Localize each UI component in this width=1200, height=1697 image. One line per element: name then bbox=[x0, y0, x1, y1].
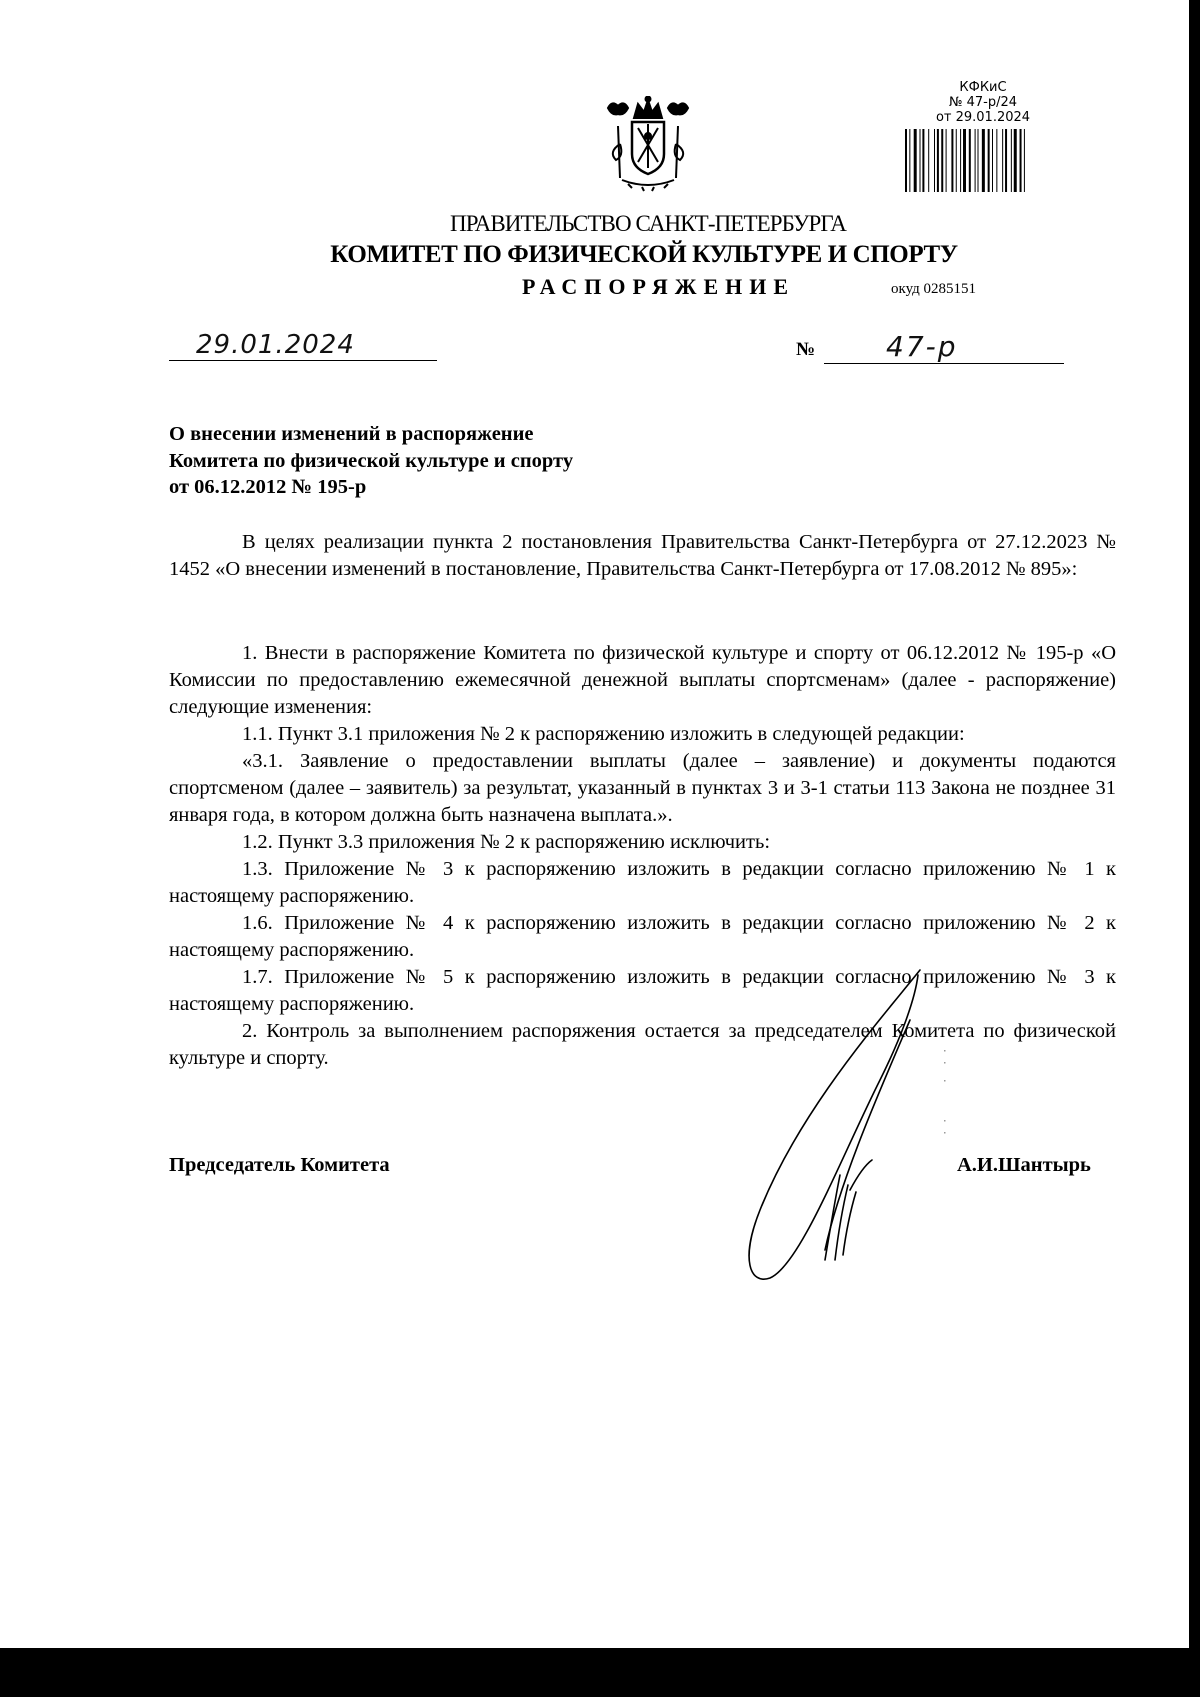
scan-edge-right bbox=[1189, 0, 1200, 1697]
government-title: ПРАВИТЕЛЬСТВО САНКТ-ПЕТЕРБУРГА bbox=[449, 211, 847, 236]
preamble: В целях реализации пункта 2 постановления Правительства Санкт-Петербурга от 27.12.2023 № 1452 «О внесении изменений в постановление, Правительства Санкт-Петербурга от 17.08.2012 № 895»: bbox=[169, 531, 1116, 580]
order-items bbox=[169, 640, 1116, 1072]
order-item: 1.1. Пункт 3.1 приложения № 2 к распоряжению изложить в следующей редакции: bbox=[242, 723, 965, 745]
scan-edge-bottom bbox=[0, 1648, 1200, 1697]
stamp-number: № 47-р/24 bbox=[948, 95, 1018, 110]
order-item: 1. Внести в распоряжение Комитета по физической культуре и спорту от 06.12.2012 № 195-р «О Комиссии по предоставлению ежемесячной денежной выплаты спортсменам» (далее - распоряжение) следующие изменения: bbox=[169, 642, 1116, 718]
document-subject bbox=[169, 421, 573, 501]
order-item: 1.2. Пункт 3.3 приложения № 2 к распоряжению исключить: bbox=[242, 831, 771, 853]
barcode bbox=[905, 129, 1061, 192]
order-item: 1.6. Приложение № 4 к распоряжению изложить в редакции согласно приложению № 2 к настоящему распоряжению. bbox=[169, 912, 1116, 961]
registration-stamp bbox=[906, 80, 1060, 125]
scan-specks bbox=[940, 1050, 950, 1200]
stamp-date: от 29.01.2024 bbox=[935, 110, 1031, 125]
order-item: «3.1. Заявление о предоставлении выплаты (далее – заявление) и документы подаются спортсменом (далее – заявитель) за результат, указанный в пунктах 3 и 3-1 статьи 113 Закона не позднее 31 января года, в котором должна быть назначена выплата.». bbox=[169, 750, 1116, 826]
order-item: 1.3. Приложение № 3 к распоряжению изложить в редакции согласно приложению № 1 к настоящему распоряжению. bbox=[169, 858, 1116, 907]
number-underline bbox=[824, 363, 1064, 364]
signer-title: Председатель Комитета bbox=[169, 1154, 390, 1176]
subject-line: Комитета по физической культуре и спорту bbox=[169, 449, 574, 472]
document-type: РАСПОРЯЖЕНИЕ bbox=[522, 274, 796, 299]
stamp-org: КФКиС bbox=[959, 80, 1007, 95]
order-item: 2. Контроль за выполнением распоряжения остается за председателем Комитета по физической культуре и спорту. bbox=[169, 1020, 1116, 1069]
subject-line: от 06.12.2012 № 195-р bbox=[169, 476, 367, 498]
handwritten-signature bbox=[730, 960, 970, 1290]
date-underline bbox=[169, 360, 437, 361]
preamble-block bbox=[169, 529, 1116, 583]
handwritten-date: 29.01.2024 bbox=[196, 330, 355, 360]
okud-code: окуд 0285151 bbox=[891, 281, 977, 297]
number-label: № bbox=[796, 339, 816, 360]
coat-of-arms-emblem bbox=[598, 96, 698, 192]
handwritten-number: 47-р bbox=[886, 330, 958, 363]
committee-title: КОМИТЕТ ПО ФИЗИЧЕСКОЙ КУЛЬТУРЕ И СПОРТУ bbox=[330, 241, 958, 268]
subject-line: О внесении изменений в распоряжение bbox=[169, 423, 534, 445]
signer-name: А.И.Шантырь bbox=[957, 1154, 1091, 1176]
order-item: 1.7. Приложение № 5 к распоряжению изложить в редакции согласно приложению № 3 к настоящему распоряжению. bbox=[169, 966, 1116, 1015]
